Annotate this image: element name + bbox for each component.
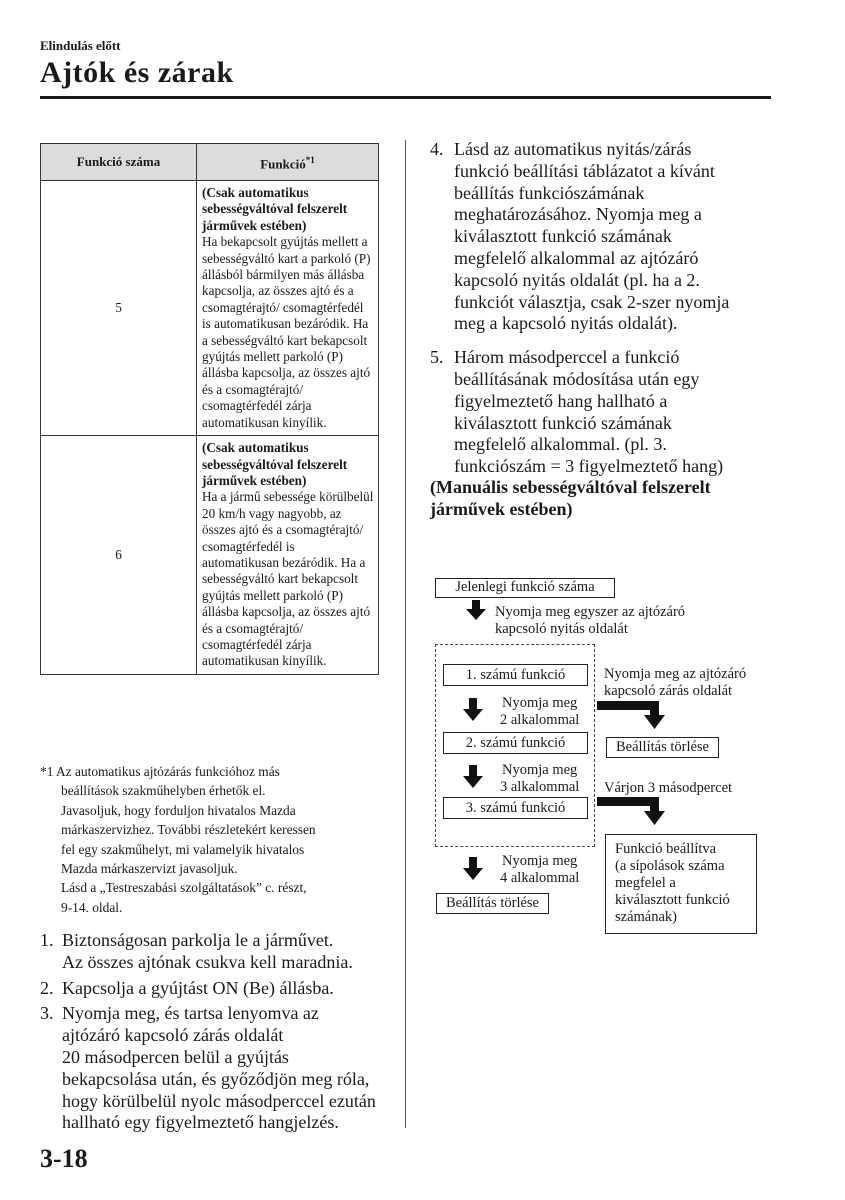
bend-arrow-icon bbox=[597, 797, 665, 825]
table-header-function: Funkció$^{*1}$ bbox=[197, 144, 379, 181]
function-set-box: Funkció beállítva (a sípolások száma megfelel a kiválasztott funkció számának) bbox=[605, 834, 757, 934]
press-four-text: Nyomja meg 4 alkalommal bbox=[500, 853, 580, 886]
page-number: 3-18 bbox=[40, 1144, 88, 1173]
list-item: 5. Három másodperccel a funkció beállításának módosítása után egy figyelmeztető hang hallható a kiválasztott funkció számának megfelelő alkalommal. (pl. 3. funkciószám = 3 figyelmeztető hang) bbox=[430, 347, 724, 477]
down-arrow-icon bbox=[463, 765, 483, 788]
current-function-box: Jelenlegi funkció száma bbox=[435, 578, 615, 598]
press-twice-text: Nyomja meg 2 alkalommal bbox=[500, 695, 580, 728]
footnote: *1 Az automatikus ajtózárás funkcióhoz más beállítások szakműhelyben érhetők el. Javasoljuk, hogy forduljon hivatalos Mazda márkaszervizhez. További részletekért keressen fel egy szakműhelyt, mi valamelyik hivatalos Mazda márkaszervizt javasoljuk. Lásd a „Testreszabási szolgáltatások” c. részt, 9-14. oldal. bbox=[40, 764, 316, 915]
function-group-frame bbox=[435, 644, 595, 847]
function-number: 5 bbox=[41, 181, 197, 436]
table-header-number: Funkció száma bbox=[41, 144, 197, 181]
function-table bbox=[40, 143, 379, 675]
down-arrow-icon bbox=[463, 857, 483, 880]
list-item: 1. Biztonságosan parkolja le a járművet. Az összes ajtónak csukva kell maradnia. bbox=[40, 930, 353, 972]
manual-transmission-heading: (Manuális sebességváltóval felszerelt járművek estében) bbox=[430, 477, 711, 519]
list-item: 3. Nyomja meg, és tartsa lenyomva az ajtózáró kapcsoló zárás oldalát 20 másodpercen belül a gyújtás bekapcsolása után, és győződjön meg róla, hogy körülbelül nyolc másodperccel ezután hallható egy figyelmeztető hangjelzés. bbox=[40, 1003, 376, 1133]
function-number: 6 bbox=[41, 436, 197, 675]
reset-box-bottom: Beállítás törlése bbox=[436, 893, 549, 914]
press-lock-text: Nyomja meg az ajtózáró kapcsoló zárás oldalát bbox=[604, 666, 747, 699]
reset-box-right: Beállítás törlése bbox=[606, 737, 719, 758]
table-row bbox=[41, 181, 379, 436]
function-2-box: 2. számú funkció bbox=[443, 732, 588, 754]
function-description: (Csak automatikus sebességváltóval felszerelt járművek estében) Ha bekapcsolt gyújtás mellett a sebességváltó kart a parkoló (P) állásból bármilyen más állásba kapcsolja, az összes ajtó és a csomagtérajtó/ csomagtérfedél is automatikusan bezáródik. Ha a sebességváltó kart bekapcsolt gyújtás mellett parkoló (P) állásba kapcsolja, az összes ajtó és a csomagtérajtó/ csomagtérfedél zárja automatikusan kinyílik. bbox=[197, 181, 379, 436]
bend-arrow-icon bbox=[597, 701, 665, 729]
down-arrow-icon bbox=[466, 600, 486, 620]
page-title: Ajtók és zárak bbox=[40, 56, 234, 89]
function-3-box: 3. számú funkció bbox=[443, 797, 588, 819]
table-header-row bbox=[41, 144, 379, 181]
column-divider bbox=[405, 140, 406, 1128]
press-once-text: Nyomja meg egyszer az ajtózáró kapcsoló nyitás oldalát bbox=[495, 604, 686, 637]
function-1-box: 1. számú funkció bbox=[443, 664, 588, 686]
table-row bbox=[41, 436, 379, 675]
list-item: 2. Kapcsolja a gyújtást ON (Be) állásba. bbox=[40, 977, 334, 998]
section-label: Elindulás előtt bbox=[40, 38, 121, 53]
function-description: (Csak automatikus sebességváltóval felszerelt járművek estében) Ha a jármű sebessége körülbelül 20 km/h vagy nagyobb, az összes ajtó és a csomagtérajtó/ csomagtérfedél is automatikusan bezáródik. Ha a sebességváltó kart bekapcsolt gyújtás mellett parkoló (P) állásba kapcsolja, az összes ajtó és a csomagtérajtó/ csomagtérfedél zárja automatikusan kinyílik. bbox=[197, 436, 379, 675]
title-rule bbox=[40, 96, 771, 99]
steps-list-right bbox=[430, 139, 775, 482]
wait-text: Várjon 3 másodpercet bbox=[604, 780, 733, 796]
press-thrice-text: Nyomja meg 3 alkalommal bbox=[500, 762, 580, 795]
down-arrow-icon bbox=[463, 698, 483, 721]
steps-list-left bbox=[40, 930, 385, 1138]
list-item: 4. Lásd az automatikus nyitás/zárás funkció beállítási táblázatot a kívánt beállítás funkciószámának meghatározásához. Nyomja meg a kiválasztott funkció számának megfelelő alkalommal az ajtózáró kapcsoló nyitás oldalát (pl. ha a 2. funkciót választja, csak 2-szer nyomja meg a kapcsoló nyitás oldalát). bbox=[430, 139, 730, 334]
